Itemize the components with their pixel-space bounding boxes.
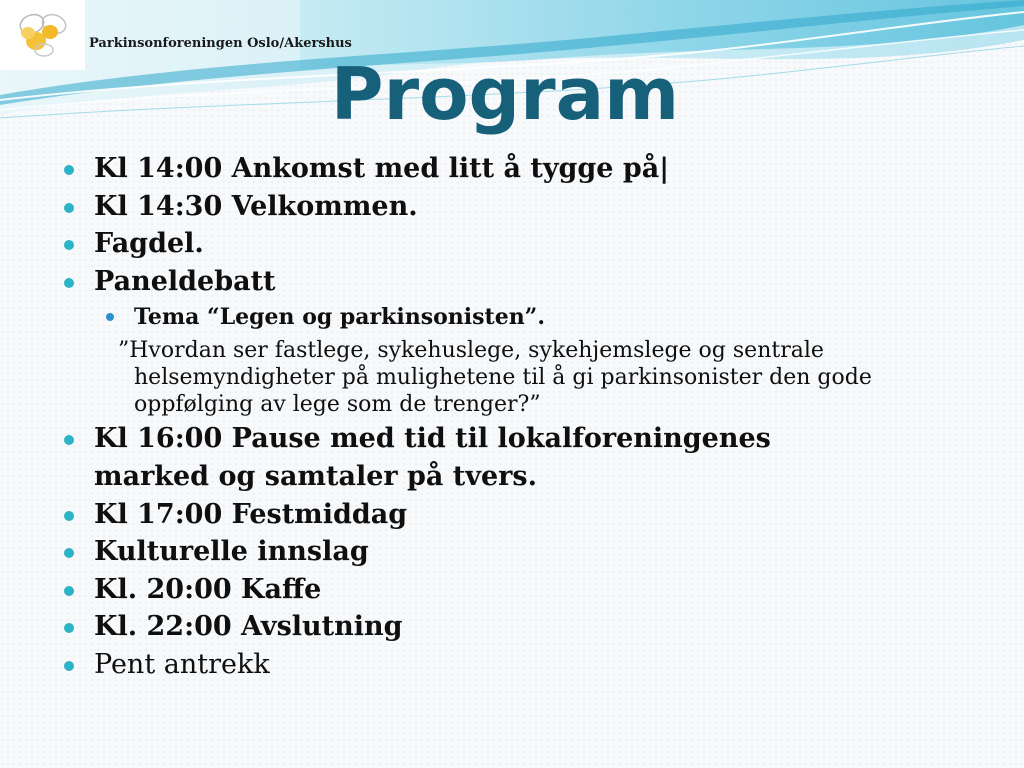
bullet-dot-icon [64, 548, 74, 558]
sub-bullet-dot-icon [106, 313, 114, 321]
program-item-text: Kulturelle innslag [94, 536, 369, 567]
program-item-text: Fagdel. [94, 228, 204, 259]
bullet-dot-icon [64, 203, 74, 213]
program-item-continuation: marked og samtaler på tvers. [94, 460, 537, 492]
bullet-dot-icon [64, 586, 74, 596]
program-item-text: Kl 14:00 Ankomst med litt å tygge på| [94, 153, 670, 184]
program-item [62, 150, 1002, 188]
program-item [62, 571, 1002, 609]
program-item-text: Kl 17:00 Festmiddag [94, 498, 408, 530]
bullet-dot-icon [64, 623, 74, 633]
program-item [62, 225, 1002, 263]
organization-name: Parkinsonforeningen Oslo/Akershus [89, 36, 352, 51]
program-item [62, 496, 1002, 534]
program-list [62, 150, 1002, 683]
program-sub-item [62, 300, 1002, 334]
bullet-dot-icon [64, 435, 74, 445]
panel-question [118, 337, 1002, 418]
panel-question-line: oppfølging av lege som de trenger?” [134, 392, 541, 417]
slide-title: Program [330, 52, 680, 136]
program-item-text: Kl 14:30 Velkommen. [94, 190, 418, 222]
panel-question-line: helsemyndigheter på mulighetene til å gi parkinsonister den gode [134, 365, 872, 390]
program-item-text: Kl. 20:00 Kaffe [94, 573, 322, 605]
program-item-text: Kl. 22:00 Avslutning [94, 611, 403, 642]
program-sub-item-text: Tema “Legen og parkinsonisten”. [134, 304, 545, 330]
bullet-dot-icon [64, 165, 74, 175]
program-item [62, 646, 1002, 684]
program-item [62, 420, 1002, 458]
program-item [62, 533, 1002, 571]
parkinson-flower-logo-icon [14, 8, 74, 58]
bullet-dot-icon [64, 240, 74, 250]
program-item-text: Kl 16:00 Pause med tid til lokalforeningenes [94, 423, 771, 454]
panel-question-line: ”Hvordan ser fastlege, sykehuslege, sykehjemslege og sentrale [118, 338, 824, 363]
program-item [62, 263, 1002, 301]
program-item [62, 188, 1002, 226]
bullet-dot-icon [64, 278, 74, 288]
bullet-dot-icon [64, 661, 74, 671]
program-item-text: Paneldebatt [94, 265, 276, 297]
bullet-dot-icon [64, 511, 74, 521]
program-item [62, 608, 1002, 646]
program-item-text: Pent antrekk [94, 648, 270, 680]
